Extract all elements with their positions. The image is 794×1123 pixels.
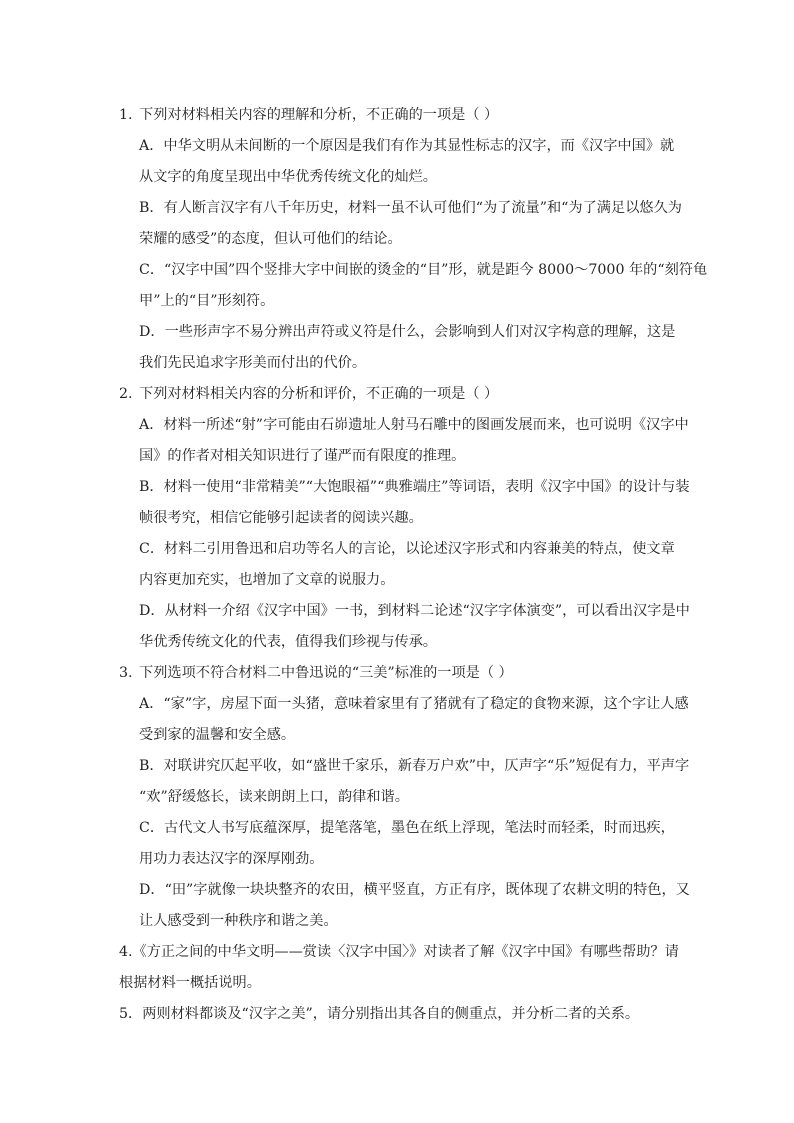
question-3-option-b <box>139 751 690 813</box>
option-line: 用功力表达汉字的深厚刚劲。 <box>139 851 324 867</box>
question-2-option-a <box>139 410 689 472</box>
option-line: 帧很考究，相信它能够引起读者的阅读兴趣。 <box>139 510 423 526</box>
question-1-option-c <box>139 255 708 317</box>
option-line: 我们先民追求字形美而付出的代价。 <box>139 355 367 371</box>
option-line: 华优秀传统文化的代表，值得我们珍视与传承。 <box>139 634 437 650</box>
question-4 <box>119 937 679 999</box>
option-line: C．古代文人书写底蕴深厚，提笔落笔，墨色在纸上浮现，笔法时而轻柔，时而迅疾， <box>139 820 675 836</box>
question-5-text: 5．两则材料都谈及“汉字之美”，请分别指出其各自的侧重点，并分析二者的关系。 <box>119 1006 640 1022</box>
option-line: 内容更加充实，也增加了文章的说服力。 <box>139 572 395 588</box>
question-3-option-c <box>139 813 679 875</box>
option-line: C．“汉字中国”四个竖排大字中间嵌的烫金的“目”形，就是距今 8000～7000 年的“刻符龟 <box>139 262 708 278</box>
question-1-option-b <box>139 193 682 255</box>
option-line: 让人感受到一种秩序和谐之美。 <box>139 913 338 929</box>
question-2-option-b <box>139 472 690 534</box>
option-line: A．“家”字，房屋下面一头猪，意味着家里有了猪就有了稳定的食物来源，这个字让人感 <box>139 696 689 712</box>
option-line: 国》的作者对相关知识进行了谨严而有限度的推理。 <box>139 448 466 464</box>
option-line: “欢”舒缓悠长，读来朗朗上口，韵律和谐。 <box>139 789 409 805</box>
option-line: B．有人断言汉字有八千年历史，材料一虽不认可他们“为了流量”和“为了满足以悠久为 <box>139 200 682 216</box>
question-number: 1. <box>119 107 133 123</box>
question-1-option-a <box>139 131 679 193</box>
option-line: 荣耀的感受”的态度，但认可他们的结论。 <box>139 231 402 247</box>
question-text: 下列对材料相关内容的分析和评价，不正确的一项是（ ） <box>139 386 499 402</box>
option-line: A．中华文明从未间断的一个原因是我们有作为其显性标志的汉字，而《汉字中国》就 <box>139 138 675 154</box>
option-line: 从文字的角度呈现出中华优秀传统文化的灿烂。 <box>139 169 437 185</box>
question-2-option-d <box>139 596 690 658</box>
question-2-stem <box>119 379 679 410</box>
option-line: A．材料一所述“射”字可能由石峁遗址人射马石雕中的图画发展而来，也可说明《汉字中 <box>139 417 689 433</box>
question-3-option-a <box>139 689 689 751</box>
question-1-stem <box>119 100 679 131</box>
option-line: D．“田”字就像一块块整齐的农田，横平竖直，方正有序，既体现了农耕文明的特色，又 <box>139 882 690 898</box>
question-text: 下列选项不符合材料二中鲁迅说的“三美”标准的一项是（ ） <box>139 665 513 681</box>
question-2-option-c <box>139 534 679 596</box>
option-line: C．材料二引用鲁迅和启功等名人的言论，以论述汉字形式和内容兼美的特点，使文章 <box>139 541 675 557</box>
question-1-option-d <box>139 317 679 379</box>
question-4-line: 4.《方正之间的中华文明——赏读〈汉字中国〉》对读者了解《汉字中国》有哪些帮助？请 <box>119 944 679 960</box>
question-text: 下列对材料相关内容的理解和分析，不正确的一项是（ ） <box>139 107 499 123</box>
option-line: 受到家的温馨和安全感。 <box>139 727 296 743</box>
question-number: 3. <box>119 665 133 681</box>
option-line: 甲”上的“目”形刻符。 <box>139 293 275 309</box>
option-line: D．从材料一介绍《汉字中国》一书，到材料二论述“汉字字体演变”，可以看出汉字是中 <box>139 603 690 619</box>
option-line: D．一些形声字不易分辨出声符或义符是什么，会影响到人们对汉字构意的理解，这是 <box>139 324 676 340</box>
option-line: B．对联讲究仄起平收，如“盛世千家乐，新春万户欢”中，仄声字“乐”短促有力，平声字 <box>139 758 690 774</box>
question-4-line: 根据材料一概括说明。 <box>119 975 261 991</box>
question-5 <box>119 999 679 1030</box>
option-line: B．材料一使用“非常精美”“大饱眼福”“典雅端庄”等词语，表明《汉字中国》的设计与装 <box>139 479 690 495</box>
question-list <box>119 100 708 1030</box>
question-3-stem <box>119 658 679 689</box>
question-number: 2. <box>119 386 133 402</box>
question-3-option-d <box>139 875 690 937</box>
